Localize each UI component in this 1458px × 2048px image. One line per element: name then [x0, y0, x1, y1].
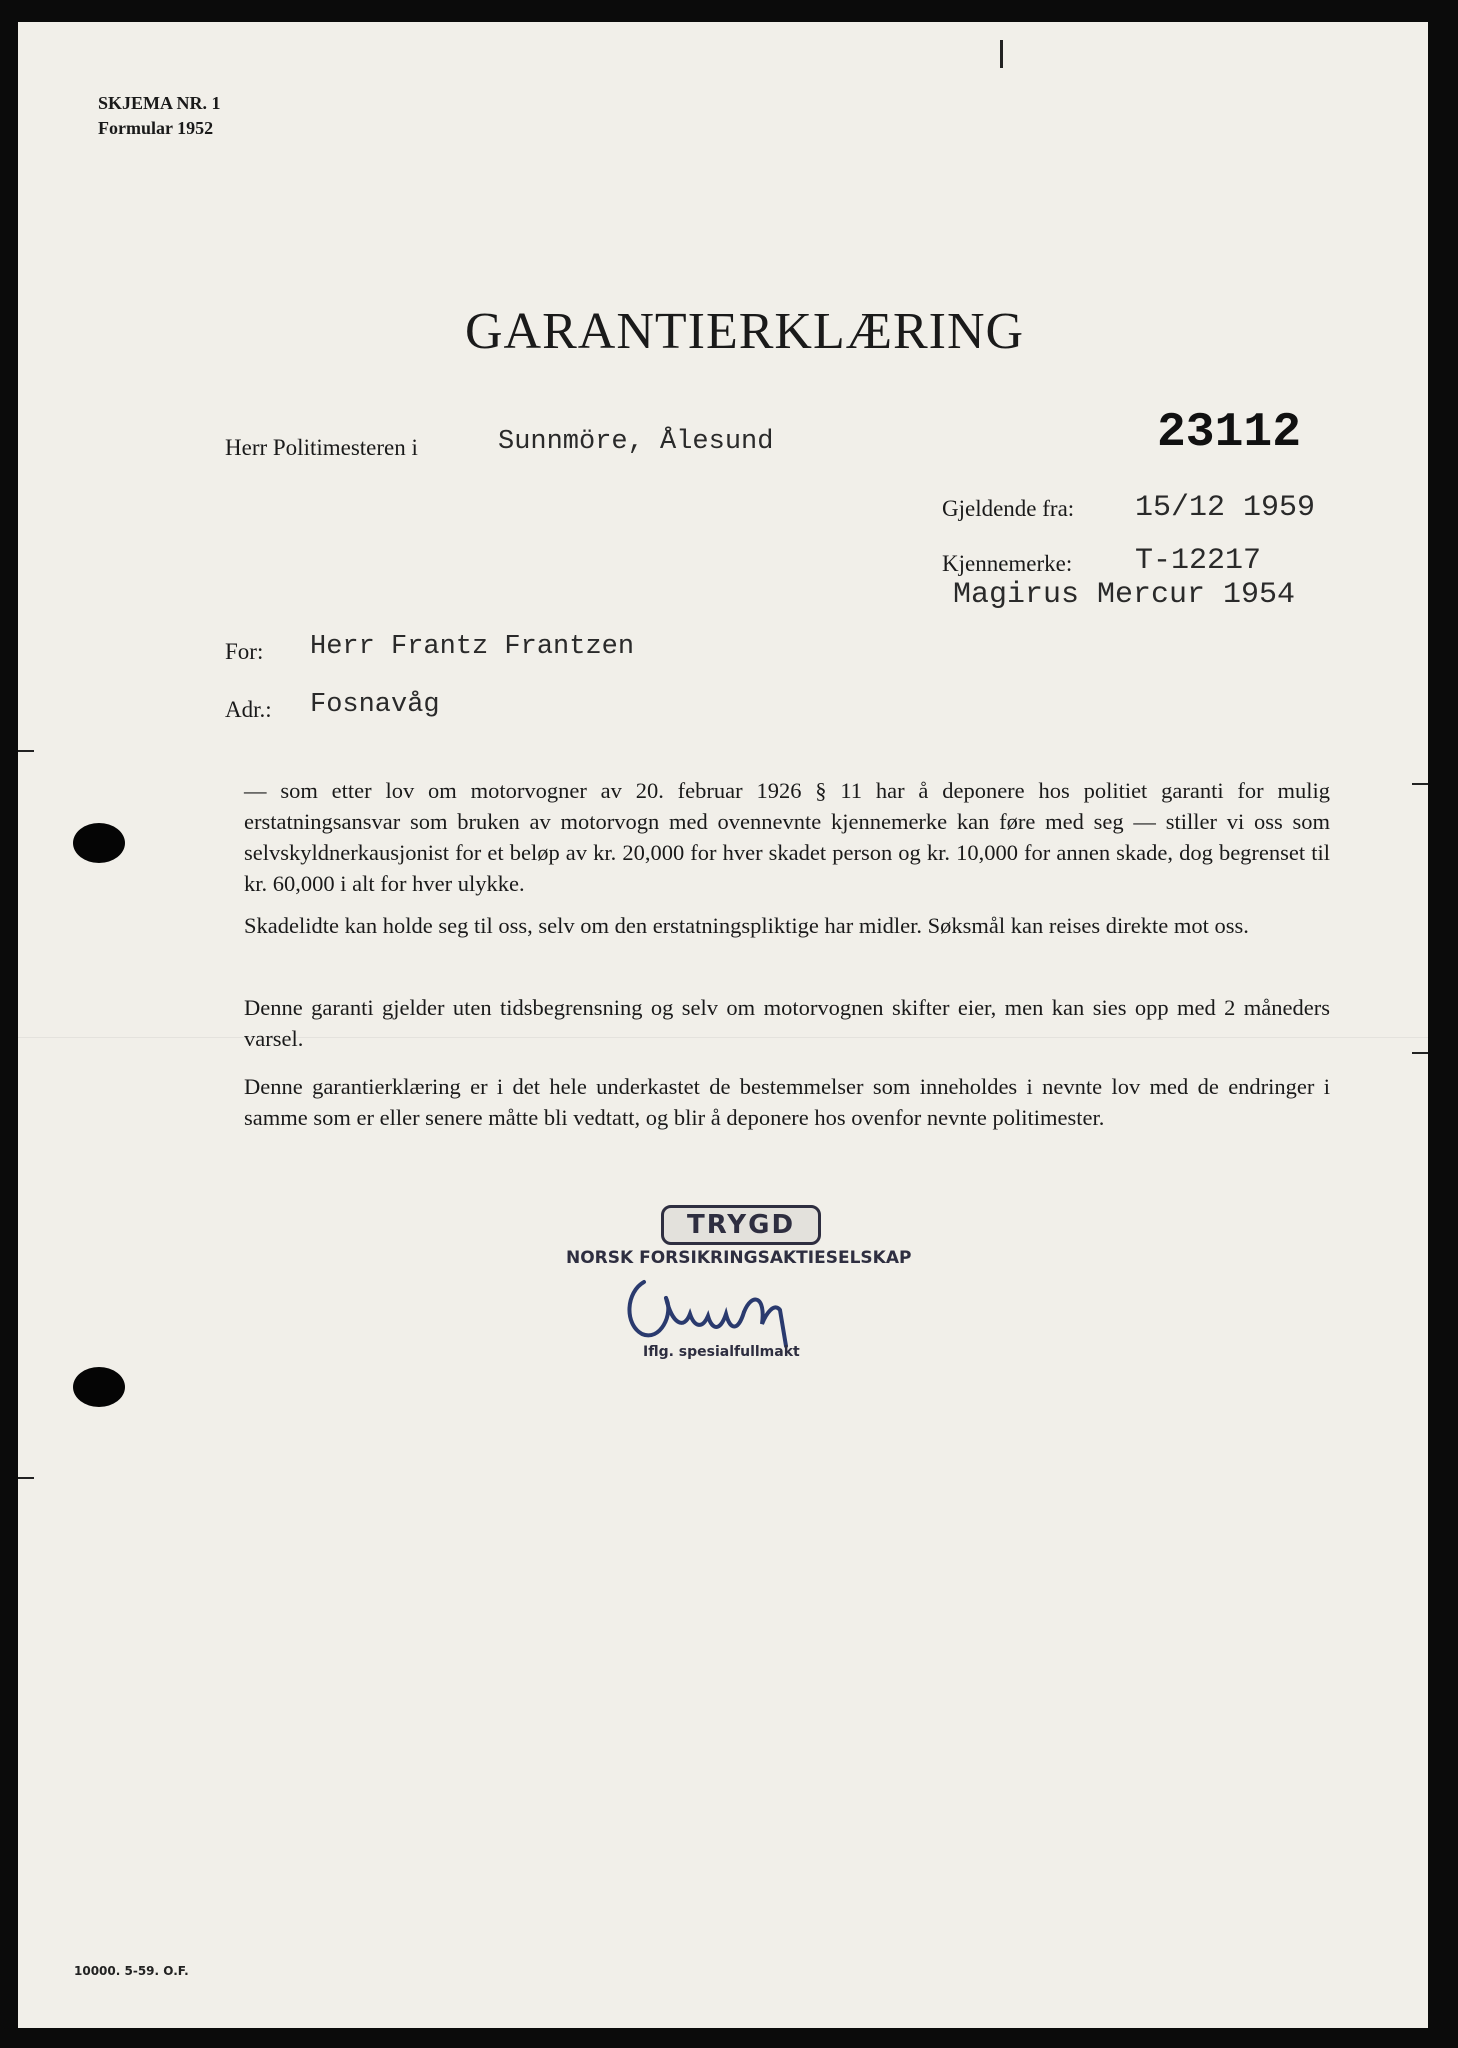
- body-paragraph-4: Denne garantierklæring er i det hele underkastet de bestemmelser som inneholdes i nevnte lov med de endringer i samme som er eller senere måtte bli vedtatt, og blir å deponere hos ovenfor nevnte politimester.: [244, 1074, 1330, 1130]
- address-label: Adr.:: [225, 697, 272, 722]
- signature: [616, 1274, 836, 1354]
- right-margin-tick: [1412, 783, 1428, 785]
- document-number: 23112: [1157, 406, 1302, 460]
- registration-number: T-12217: [1135, 544, 1262, 578]
- right-margin-tick: [1412, 1052, 1428, 1054]
- document-sheet: [18, 22, 1428, 2028]
- valid-from-label: Gjeldende fra:: [942, 496, 1075, 521]
- form-schema: SKJEMA NR. 1: [98, 93, 221, 113]
- for-label: For:: [225, 639, 264, 664]
- vehicle-model: Magirus Mercur 1954: [953, 578, 1296, 612]
- body-paragraph-2: Skadelidte kan holde seg til oss, selv om den erstatningspliktige har midler. Søksmål kan reises direkte mot oss.: [244, 913, 1249, 938]
- stamp-brand: TRYGD: [686, 1210, 796, 1240]
- corner-mark: [1000, 40, 1003, 68]
- stamp-logo: [661, 1205, 821, 1245]
- stamp-authority: Iflg. spesialfullmakt: [643, 1344, 800, 1360]
- left-margin-tick: [18, 1477, 34, 1479]
- punch-hole: [73, 823, 125, 863]
- stamp-company: NORSK FORSIKRINGSAKTIESELSKAP: [566, 1248, 912, 1268]
- recipient-value: Sunnmöre, Ålesund: [498, 427, 774, 457]
- document-title: GARANTIERKLÆRING: [465, 303, 1025, 360]
- body-paragraph-1: — som etter lov om motorvogner av 20. februar 1926 § 11 har å deponere hos politiet garanti for mulig erstatningsansvar som bruken av motorvogn med ovennevnte kjennemerke kan føre med seg — stiller vi oss som selvskyldnerkausjonist for et beløp av kr. 20,000 for hver skadet person og kr. 10,000 for annen skade, dog begrenset til kr. 60,000 i alt for hver ulykke.: [244, 778, 1330, 896]
- recipient-label: Herr Politimesteren i: [225, 435, 418, 460]
- punch-hole: [73, 1367, 125, 1407]
- body-paragraph-3: Denne garanti gjelder uten tidsbegrensning og selv om motorvognen skifter eier, men kan sies opp med 2 måneders varsel.: [244, 995, 1330, 1051]
- form-formular: Formular 1952: [98, 118, 214, 138]
- left-margin-tick: [18, 750, 34, 752]
- valid-from-date: 15/12 1959: [1135, 491, 1316, 525]
- address-value: Fosnavåg: [310, 690, 440, 720]
- for-name: Herr Frantz Frantzen: [310, 632, 635, 662]
- registration-label: Kjennemerke:: [942, 551, 1073, 576]
- footer-code: 10000. 5-59. O.F.: [74, 1964, 189, 1978]
